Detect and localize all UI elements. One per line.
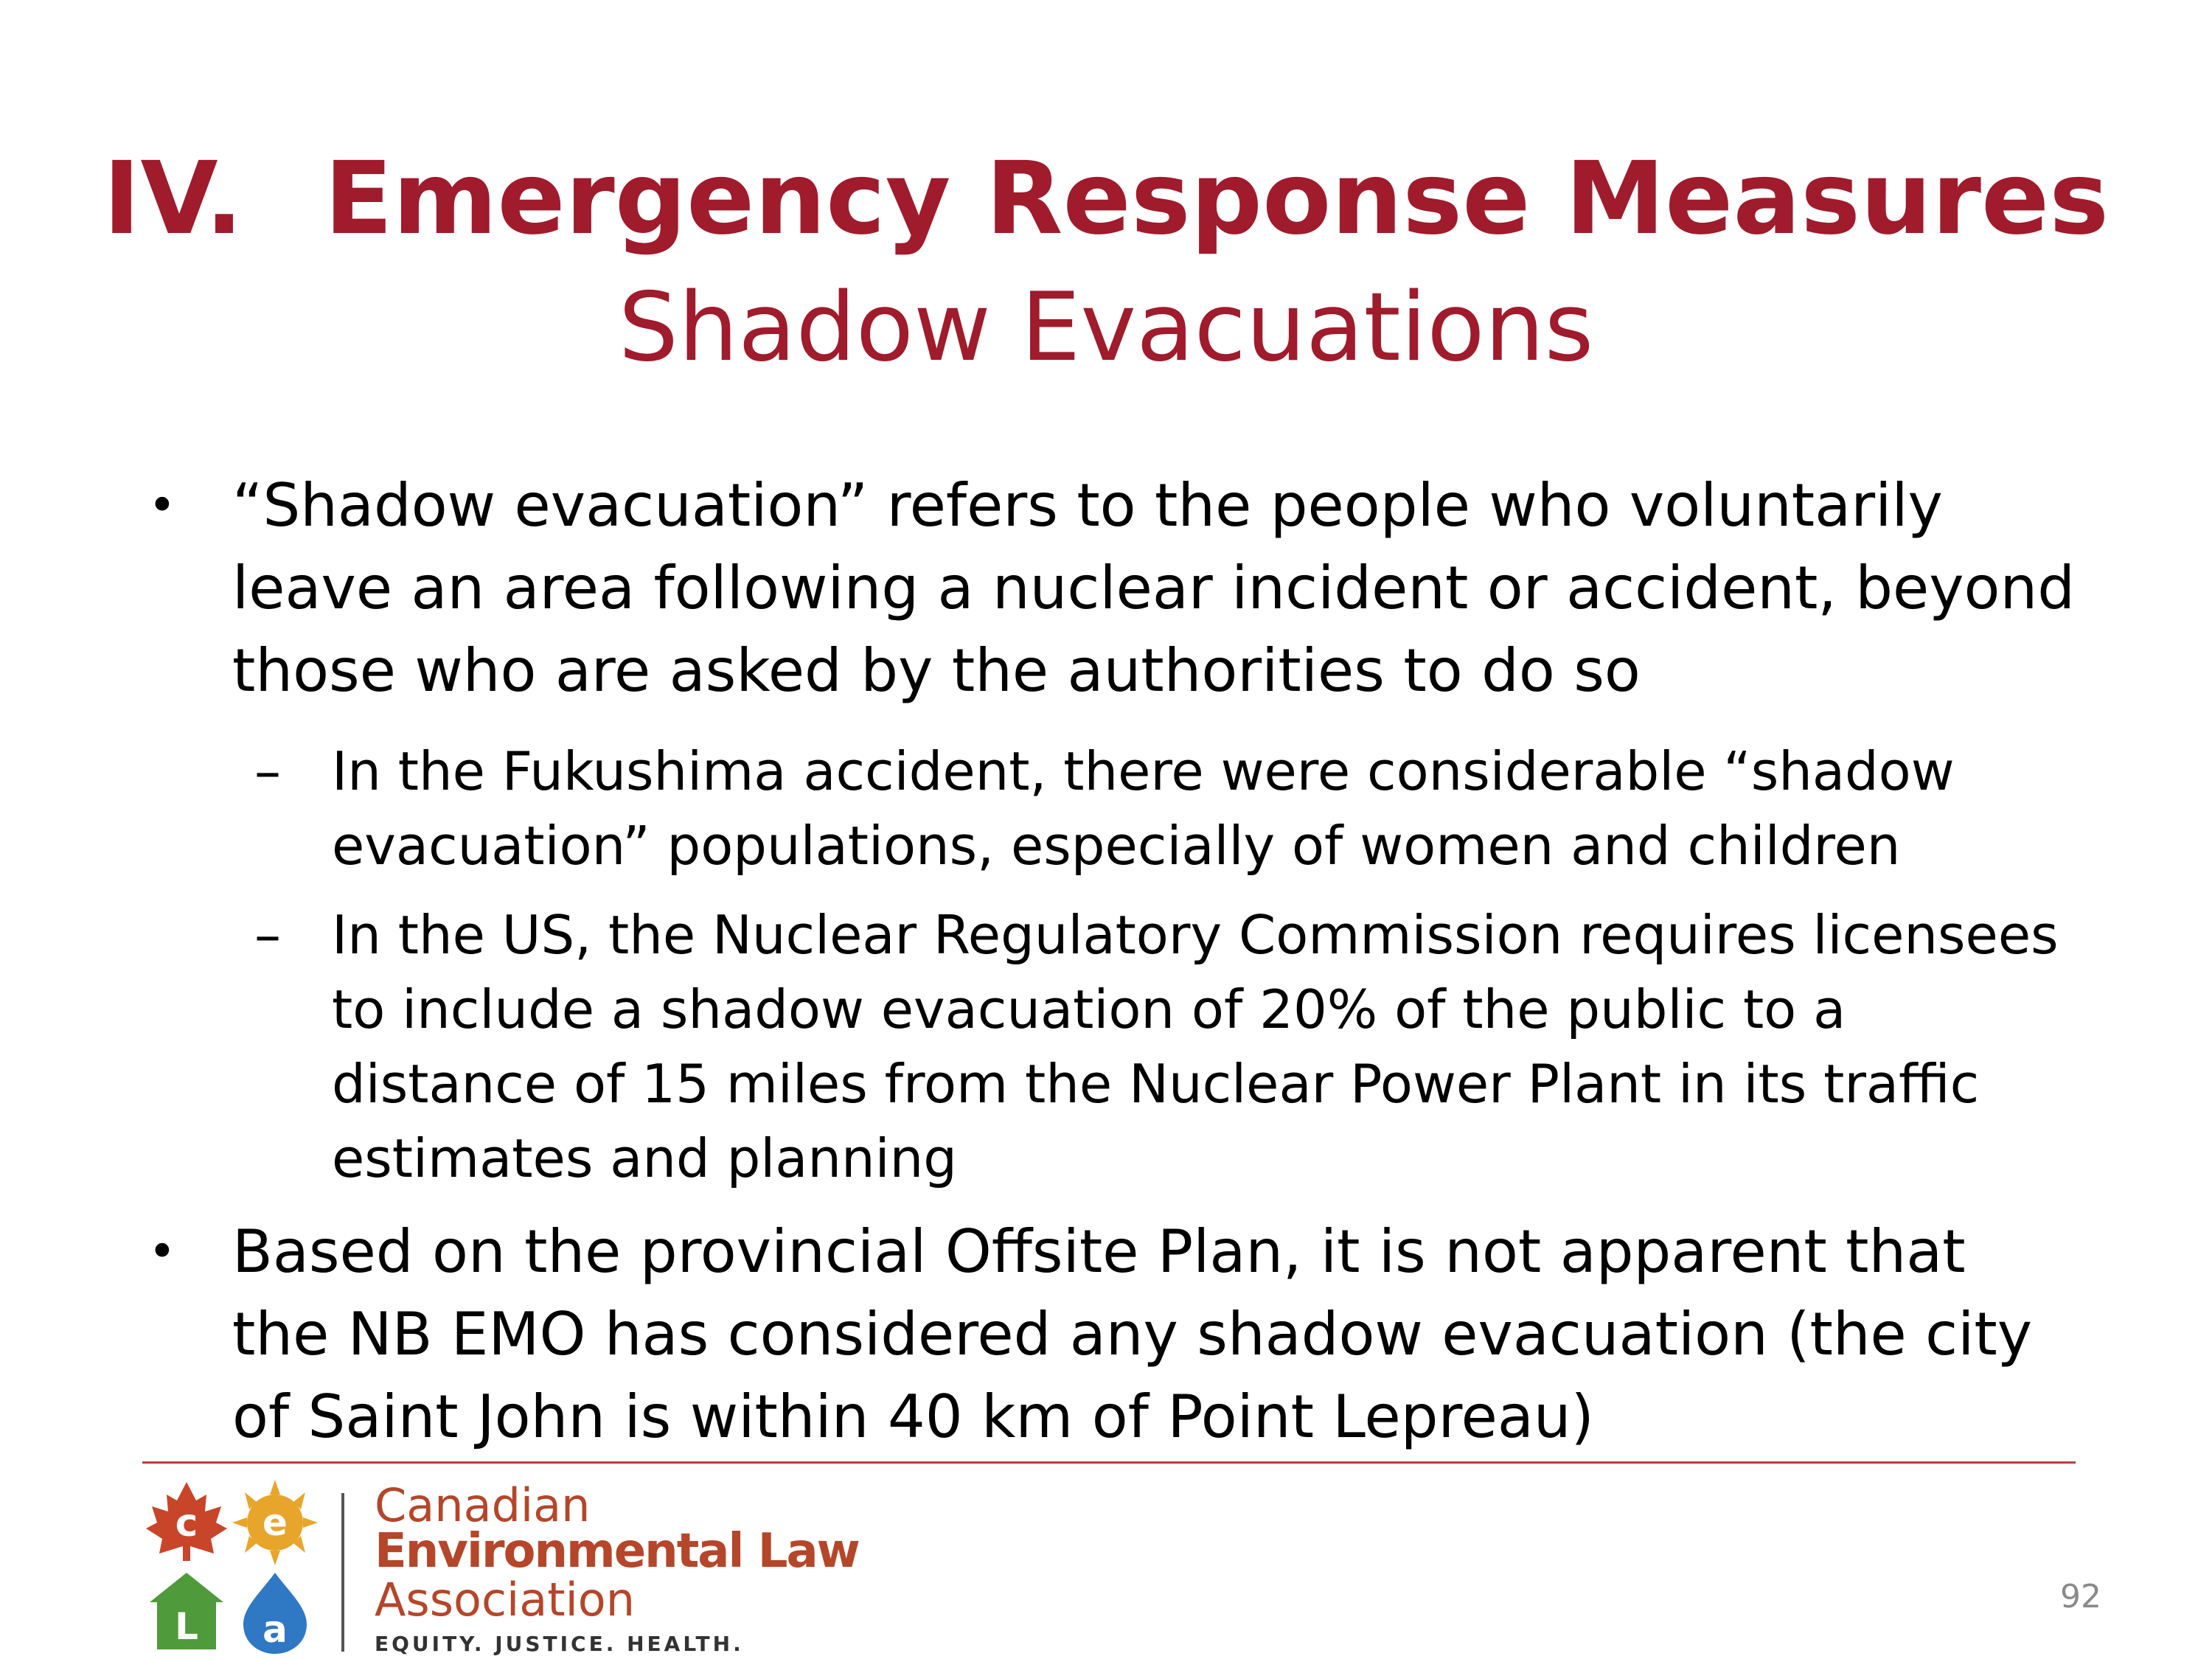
bullet-item bbox=[144, 1211, 2076, 1458]
bullet-marker: • bbox=[148, 1225, 176, 1279]
sub-bullet-text: In the US, the Nuclear Regulatory Commission requires licensees to include a shadow evacuation of 20% of the public to a distance of 15 miles from the Nuclear Power Plant in its traffic estimates and planning bbox=[332, 904, 2059, 1189]
sub-bullet-item bbox=[144, 898, 2076, 1196]
bullet-marker: • bbox=[148, 479, 176, 533]
logo-letter-l: L bbox=[175, 1605, 198, 1648]
logo-text-line2: Environmental Law bbox=[375, 1524, 859, 1579]
logo-divider bbox=[341, 1493, 344, 1652]
slide-subtitle: Shadow Evacuations bbox=[618, 273, 1594, 383]
cela-logo bbox=[146, 1478, 859, 1656]
logo-letter-a: a bbox=[262, 1608, 288, 1651]
footer-divider bbox=[142, 1461, 2076, 1464]
sub-bullet-marker: – bbox=[254, 904, 281, 966]
logo-tagline: EQUITY. JUSTICE. HEALTH. bbox=[375, 1632, 744, 1656]
sun-icon bbox=[232, 1480, 318, 1565]
logo-text-line3: Association bbox=[375, 1573, 636, 1627]
logo-letter-c: c bbox=[175, 1501, 198, 1545]
water-drop-icon bbox=[243, 1573, 307, 1654]
bullet-text: Based on the provincial Offsite Plan, it is not apparent that the NB EMO has considered any shadow evacuation (the city of Saint John is within 40 km of Point Lepreau) bbox=[232, 1217, 2033, 1451]
slide-body bbox=[144, 465, 2076, 1481]
section-numeral: IV. bbox=[102, 141, 243, 257]
slide-title bbox=[0, 141, 2212, 257]
logo-letter-e: e bbox=[262, 1501, 288, 1544]
page-number: 92 bbox=[2060, 1578, 2101, 1615]
title-main: Emergency Response Measures bbox=[324, 141, 2110, 257]
sub-bullet-marker: – bbox=[254, 740, 281, 802]
bullet-text: “Shadow evacuation” refers to the people who voluntarily leave an area following a nuclear incident or accident, beyond those who are asked by the authorities to do so bbox=[232, 471, 2075, 705]
maple-leaf-icon bbox=[146, 1482, 227, 1561]
sub-bullet-list bbox=[144, 734, 2076, 1196]
logo-icons bbox=[146, 1478, 323, 1655]
sub-bullet-item bbox=[144, 734, 2076, 883]
bullet-item bbox=[144, 465, 2076, 712]
house-icon bbox=[150, 1573, 223, 1649]
logo-text-line1: Canadian bbox=[375, 1478, 591, 1532]
sub-bullet-text: In the Fukushima accident, there were considerable “shadow evacuation” populations, especially of women and children bbox=[332, 740, 1955, 877]
